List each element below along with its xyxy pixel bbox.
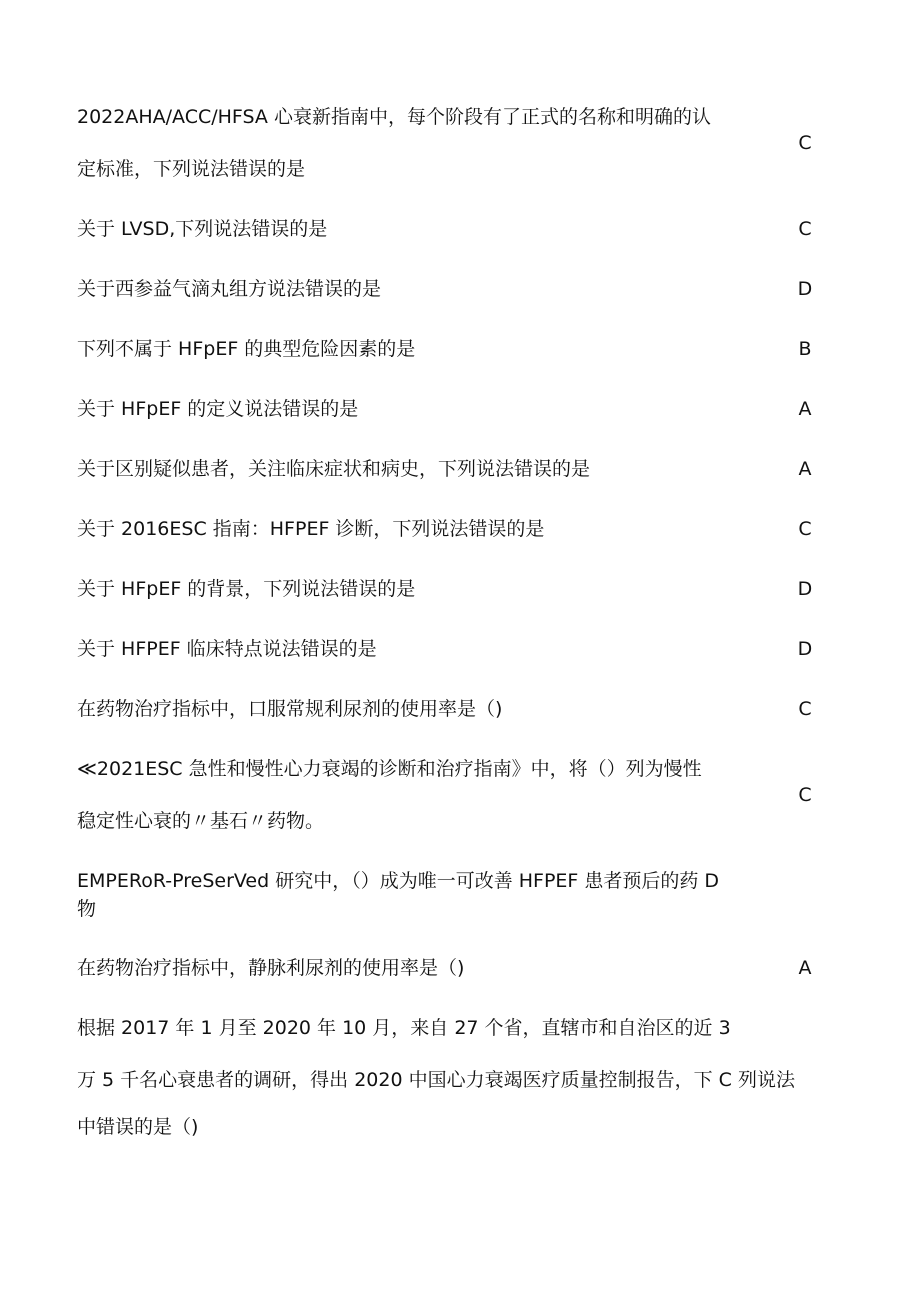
answer-letter: C <box>798 132 812 154</box>
question-text: 关于 2016ESC 指南：HFPEF 诊断，下列说法错误的是 <box>77 518 545 540</box>
answer-letter: A <box>798 398 812 420</box>
answer-letter: A <box>798 957 812 979</box>
question-text: 2022AHA/ACC/HFSA 心衰新指南中，每个阶段有了正式的名称和明确的认 <box>77 106 711 128</box>
question-text: 关于 LVSD,下列说法错误的是 <box>77 218 328 240</box>
answer-letter: A <box>798 458 812 480</box>
question-text: 物 <box>77 898 97 920</box>
question-text: 关于 HFPEF 临床特点说法错误的是 <box>77 638 377 660</box>
answer-letter: C <box>798 518 812 540</box>
question-text: 万 5 千名心衰患者的调研，得出 2020 中国心力衰竭医疗质量控制报告，下 C 列说法 <box>77 1069 795 1091</box>
answer-letter: C <box>798 698 812 720</box>
question-text: 在药物治疗指标中，静脉利尿剂的使用率是（) <box>77 957 465 979</box>
answer-letter: B <box>798 338 812 360</box>
question-text: 关于 HFpEF 的定义说法错误的是 <box>77 398 359 420</box>
question-text: 在药物治疗指标中，口服常规利尿剂的使用率是（) <box>77 698 503 720</box>
answer-letter: D <box>797 278 813 300</box>
question-text: 关于西参益气滴丸组方说法错误的是 <box>77 278 382 300</box>
question-text: ≪2021ESC 急性和慢性心力衰竭的诊断和治疗指南》中，将（）列为慢性 <box>77 758 702 780</box>
answer-letter: C <box>798 784 812 806</box>
answer-letter: C <box>798 218 812 240</box>
answer-letter: D <box>797 638 813 660</box>
question-text: 关于 HFpEF 的背景，下列说法错误的是 <box>77 578 416 600</box>
question-text: 中错误的是（) <box>77 1116 199 1138</box>
question-text: 下列不属于 HFpEF 的典型危险因素的是 <box>77 338 416 360</box>
answer-letter: D <box>797 578 813 600</box>
question-text: 稳定性心衰的〃基石〃药物。 <box>77 810 325 832</box>
question-text: 定标准，下列说法错误的是 <box>77 158 306 180</box>
question-text: EMPERoR-PreSerVed 研究中，（）成为唯一可改善 HFPEF 患者预后的药 D <box>77 870 720 892</box>
question-text: 关于区别疑似患者，关注临床症状和病史，下列说法错误的是 <box>77 458 591 480</box>
question-text: 根据 2017 年 1 月至 2020 年 10 月，来自 27 个省，直辖市和自治区的近 3 <box>77 1017 731 1039</box>
